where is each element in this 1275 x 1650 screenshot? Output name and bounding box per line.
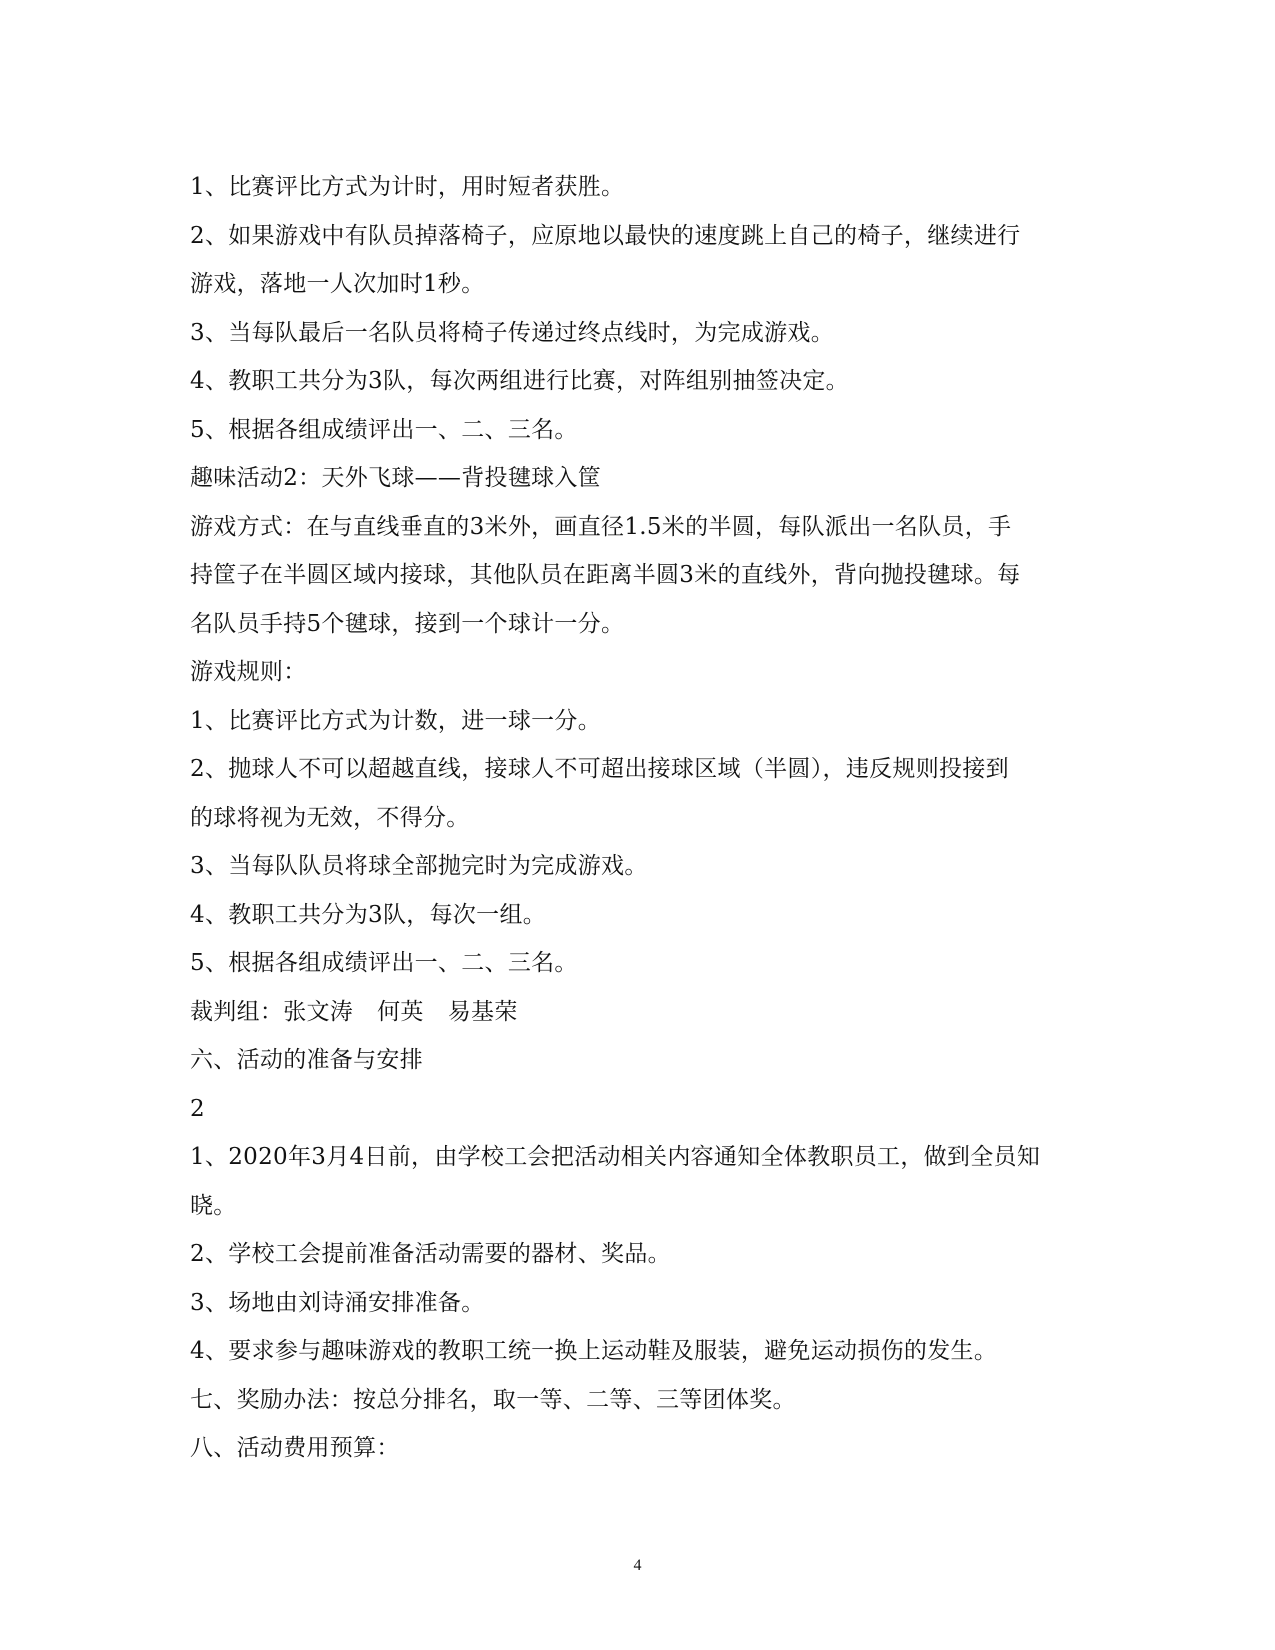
paragraph-line: 的球将视为无效，不得分。 — [190, 804, 470, 831]
paragraph-line: 游戏，落地一人次加时1秒。 — [190, 271, 485, 297]
paragraph-line: 2、学校工会提前准备活动需要的器材、奖品。 — [190, 1241, 671, 1267]
paragraph-line: 1、比赛评比方式为计数，进一球一分。 — [190, 707, 602, 734]
section-heading: 六、活动的准备与安排 — [190, 1047, 423, 1073]
paragraph-line: 1、2020年3月4日前，由学校工会把活动相关内容通知全体教职员工，做到全员知 — [190, 1144, 1041, 1170]
paragraph-line: 2 — [190, 1095, 205, 1122]
paragraph-line: 2、抛球人不可以超越直线，接球人不可超出接球区域（半圆），违反规则投接到 — [190, 756, 1009, 782]
judges-line — [190, 988, 1090, 1037]
section-heading: 八、活动费用预算： — [190, 1435, 400, 1461]
paragraph-line: 1、比赛评比方式为计时，用时短者获胜。 — [190, 174, 625, 200]
paragraph-line: 4、要求参与趣味游戏的教职工统一换上运动鞋及服装，避免运动损伤的发生。 — [190, 1338, 998, 1364]
activity-heading: 趣味活动2：天外飞球——背投毽球入筐 — [190, 465, 602, 491]
judge-name: 何英 — [377, 998, 424, 1025]
paragraph-line: 4、教职工共分为3队，每次两组进行比赛，对阵组别抽签决定。 — [190, 368, 849, 394]
paragraph-line: 3、当每队最后一名队员将椅子传递过终点线时，为完成游戏。 — [190, 319, 835, 346]
judges-label: 裁判组： — [190, 998, 284, 1025]
document-body — [190, 163, 1090, 1473]
paragraph-line: 5、根据各组成绩评出一、二、三名。 — [190, 950, 578, 976]
paragraph-line: 持筐子在半圆区域内接球，其他队员在距离半圆3米的直线外，背向抛投毽球。每 — [190, 562, 1021, 588]
paragraph-line: 4、教职工共分为3队，每次一组。 — [190, 901, 547, 928]
page-number: 4 — [633, 1557, 642, 1574]
judge-name: 张文涛 — [283, 998, 354, 1025]
paragraph-line: 2、如果游戏中有队员掉落椅子，应原地以最快的速度跳上自己的椅子，继续进行 — [190, 222, 1021, 249]
section-heading: 七、奖励办法：按总分排名，取一等、二等、三等团体奖。 — [190, 1386, 796, 1413]
rules-heading: 游戏规则： — [190, 659, 307, 685]
paragraph-line: 游戏方式：在与直线垂直的3米外，画直径1.5米的半圆，每队派出一名队员，手 — [190, 513, 1012, 540]
paragraph-line: 5、根据各组成绩评出一、二、三名。 — [190, 416, 578, 443]
paragraph-line: 3、当每队队员将球全部抛完时为完成游戏。 — [190, 853, 648, 879]
paragraph-line: 名队员手持5个毽球，接到一个球计一分。 — [190, 610, 625, 637]
paragraph-line: 3、场地由刘诗涌安排准备。 — [190, 1289, 485, 1316]
paragraph-line: 晓。 — [190, 1192, 237, 1219]
judge-name: 易基荣 — [447, 998, 518, 1025]
